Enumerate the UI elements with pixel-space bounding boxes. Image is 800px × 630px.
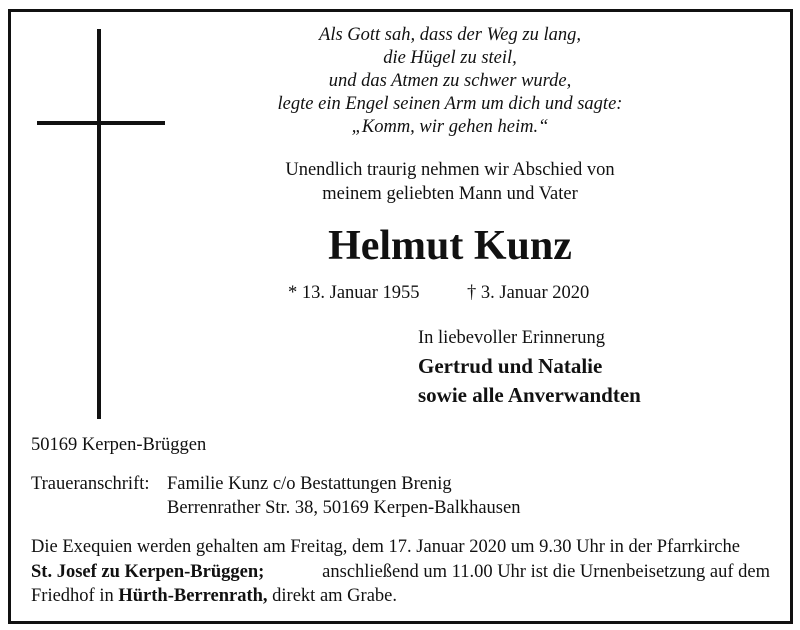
service-line [31,584,770,609]
poem-line: „Komm, wir gehen heim.“ [351,117,549,137]
poem-line: die Hügel zu steil, [383,48,517,68]
service-text: Die Exequien werden gehalten am Freitag, dem 17. Januar 2020 um 9.30 Uhr in der Pfarrkirche [31,537,740,557]
memory-intro: In liebevoller Erinnerung [418,328,605,348]
poem-line: und das Atmen zu schwer wurde, [328,71,572,91]
address-line: Familie Kunz c/o Bestattungen Brenig [167,474,452,494]
farewell-intro [230,158,670,206]
intro-line: meinem geliebten Mann und Vater [322,184,578,204]
deceased-name: Helmut Kunz [328,223,572,269]
service-info [31,535,770,609]
mourners-line: sowie alle Anverwandten [418,383,641,407]
cross-icon-bar [37,121,165,125]
cemetery-name: Hürth-Berrenrath, [118,586,268,606]
church-name: St. Josef zu Kerpen-Brüggen; [31,561,265,582]
service-text: Friedhof in [31,586,114,606]
address-line: Berrenrather Str. 38, 50169 Kerpen-Balkhausen [167,498,521,518]
intro-line: Unendlich traurig nehmen wir Abschied von [285,160,615,180]
service-text: anschließend um 11.00 Uhr ist die Urnenbeisetzung auf dem [322,561,770,582]
death-date: † 3. Januar 2020 [467,283,590,303]
cross-icon [97,29,101,419]
mourners [418,352,641,410]
poem [250,24,650,139]
service-text: direkt am Grabe. [272,586,397,606]
poem-line: Als Gott sah, dass der Weg zu lang, [319,25,581,45]
mourning-address [167,472,520,520]
poem-line: legte ein Engel seinen Arm um dich und sagte: [277,94,623,114]
place: 50169 Kerpen-Brüggen [31,435,207,455]
address-label: Traueranschrift: [31,474,150,494]
birth-date: * 13. Januar 1955 [288,283,420,303]
mourners-line: Gertrud und Natalie [418,354,603,378]
service-line [31,560,770,585]
service-line [31,535,770,560]
